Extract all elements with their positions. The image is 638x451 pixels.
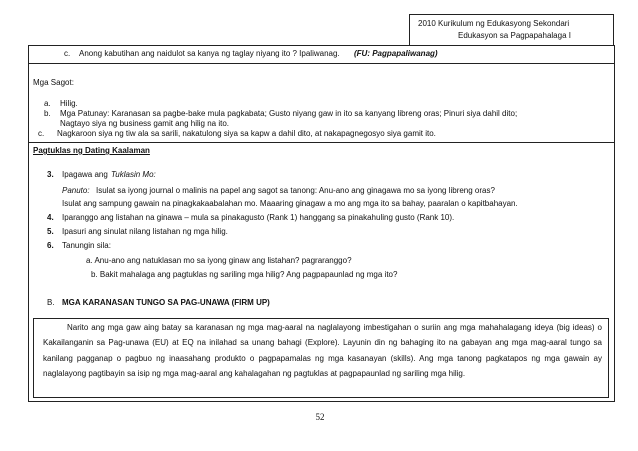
- question-c-fu-label: (FU: Pagpapaliwanag): [354, 49, 438, 58]
- header-line-1: 2010 Kurikulum ng Edukasyong Sekondari: [418, 19, 570, 28]
- item-3-number: 3.: [47, 170, 54, 179]
- firm-up-letter: B.: [47, 298, 55, 307]
- item-6a-question: a. Anu-ano ang natuklasan mo sa iyong ginaw ang listahan? pagraranggo?: [86, 256, 352, 265]
- item-6b-question: b. Bakit mahalaga ang pagtuklas ng sariling mga hilig? Ang pagpapaunlad ng mga ito?: [91, 270, 398, 279]
- firm-up-box: [33, 318, 609, 398]
- item-4-number: 4.: [47, 213, 54, 222]
- row-separator-1: [28, 63, 615, 64]
- question-c-text: Anong kabutihan ang naidulot sa kanya ng taglay niyang ito ? Ipaliwanag.: [79, 49, 340, 58]
- firm-up-title: MGA KARANASAN TUNGO SA PAG-UNAWA (FIRM UP): [62, 298, 270, 307]
- item-5-number: 5.: [47, 227, 54, 236]
- firm-up-paragraph: Narito ang mga gaw aing batay sa karanasan ng mga mag-aaral na naglalayong imbestigahan o suriin ang mga mahahalagang ideya (big ideas) o Kakailanganin sa Pag-unawa (EU) at EQ na inilahad sa unang bahagi (Explore). Layunin din ng bahaging ito na gabayan ang mga mag-aaral tungo sa kanilang pagganap o pagbuo ng inaasahang produkto o pagpapamalas ng mga kasanayan (skills). Ang mga tanong pagkatapos ng mga gawain ay naglalayong pagtibayin sa isip ng mga mag-aaral ang kahalagahan ng pagtuklas at pagpapaunlad ng sariling mga hilig.: [43, 323, 602, 379]
- page-number: 52: [315, 412, 325, 422]
- item-6-text: Tanungin sila:: [62, 241, 111, 250]
- item-4-text: Iparanggo ang listahan na ginawa – mula sa pinakagusto (Rank 1) hanggang sa pinakahuling gusto (Rank 10).: [62, 213, 455, 222]
- answer-b-number: b.: [44, 109, 51, 118]
- pagtuklas-title: Pagtuklas ng Dating Kaalaman: [33, 146, 150, 155]
- question-c-number: c.: [64, 49, 71, 58]
- header-line-2: Edukasyon sa Pagpapahalaga I: [458, 31, 571, 40]
- answer-c-text: Nagkaroon siya ng tiw ala sa sarili, nakatulong siya sa kapw a dahil dito, at nakapagnegosyo siya gamit ito.: [57, 129, 436, 138]
- item-6-number: 6.: [47, 241, 54, 250]
- answer-a-text: Hilig.: [60, 99, 78, 108]
- answer-b-text: Mga Patunay: Karanasan sa pagbe-bake mula pagkabata; Gusto niyang gaw in ito sa kanyang libreng oras; Pinuri siya dahil dito;: [60, 109, 518, 118]
- row-separator-2: [28, 142, 615, 143]
- answers-title: Mga Sagot:: [33, 78, 74, 87]
- panuto-label: Panuto:: [62, 186, 90, 195]
- curriculum-header-box: [409, 14, 614, 46]
- panuto-text: Isulat sa iyong journal o malinis na papel ang sagot sa tanong: Anu-ano ang ginagawa mo sa iyong libreng oras?: [96, 186, 495, 195]
- item-5-text: Ipasuri ang sinulat nilang listahan ng mga hilig.: [62, 227, 228, 236]
- panuto-line-2: Isulat ang sampung gawain na pinagkakaabalahan mo. Maaaring ginagaw a mo ang mga ito sa bahay, paaralan o kapitbahayan.: [62, 199, 518, 208]
- item-3-italic-title: Tuklasin Mo:: [111, 170, 156, 179]
- answer-c-number: c.: [38, 129, 45, 138]
- answer-b-text-continued: Nagtayo siya ng business gamit ang hilig na ito.: [60, 119, 229, 128]
- item-3-text: Ipagawa ang: [62, 170, 108, 179]
- answer-a-number: a.: [44, 99, 51, 108]
